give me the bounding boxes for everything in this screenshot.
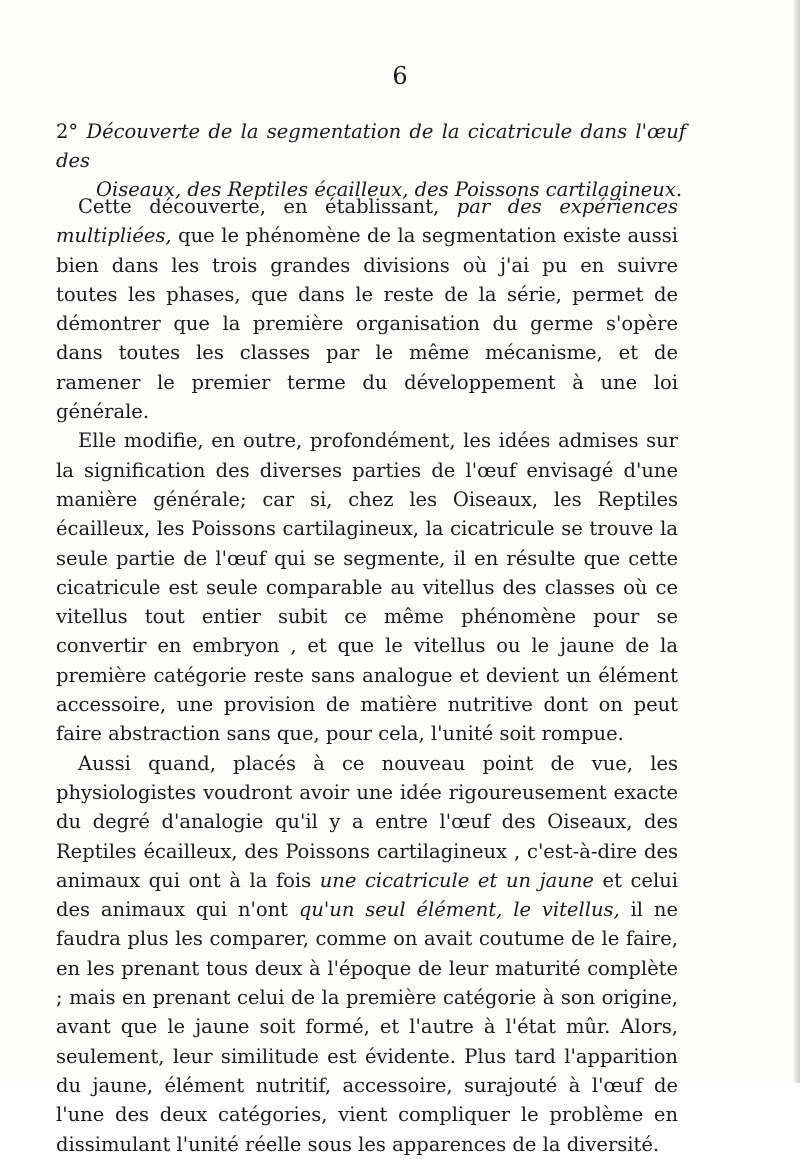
paragraph-3-emphasis-1: une cicatricule et un jaune xyxy=(319,868,594,892)
heading-line-1 xyxy=(56,117,686,175)
paragraph-3 xyxy=(56,749,678,1159)
page-number: 6 xyxy=(392,62,408,90)
paragraph-1-text-b: que le phénomène de la segmentation existe aussi bien dans les trois grandes divisions où j'ai pu en suivre toutes les phases, que dans le reste de la série, permet de démontrer que la première organisation du germe s'opère dans toutes les classes par le même mécanisme, et de ramener le premier terme du développement à une loi générale. xyxy=(56,224,678,424)
paragraph-1-text-a: Cette découverte, en établissant, xyxy=(78,195,457,218)
paragraph-2: Elle modifie, en outre, profondément, les idées admises sur la signification des diverses parties de l'œuf envisagé d'une manière générale; car si, chez les Oiseaux, les Reptiles écailleux, les Poissons cartilagineux, la cicatricule se trouve la seule partie de l'œuf qui se segmente, il en résulte que cette cicatricule est seule comparable au vitellus des classes où ce vitellus tout entier subit ce même phénomène pour se convertir en embryon , et que le vitellus ou le jaune de la première catégorie reste sans analogue et devient un élément accessoire, une provision de matière nutritive dont on peut faire abstraction sans que, pour cela, l'unité soit rompue. xyxy=(56,429,678,746)
paragraph-3-text-c: il ne faudra plus les comparer, comme on avait coutume de le faire, en les prenant tous deux à l'époque de leur maturité complète ; mais en prenant celui de la première catégorie à son origine, avant que le jaune soit formé, et l'autre à l'état mûr. Alors, seulement, leur similitude est évidente. Plus tard l'apparition du jaune, élément nutritif, accessoire, surajouté à l'œuf de l'une des deux catégories, vient compliquer le problème en dissimulant l'unité réelle sous les apparences de la diversité. xyxy=(56,898,678,1156)
heading-text-line-2: Oiseaux, des Reptiles écailleux, des Poissons cartilagineux. xyxy=(96,178,683,201)
paragraph-3-text-a: Aussi quand, placés à ce nouveau point de vue, les physiologistes voudront avoir une idée rigoureusement exacte du degré d'analogie qu'il y a entre l'œuf des Oiseaux, des Reptiles écailleux, des Poissons cartilagineux , c'est-à-dire des animaux qui ont à la fois xyxy=(56,751,678,892)
heading-number: 2° xyxy=(56,120,79,143)
paragraph-3-text-b: et celui des animaux qui n'ont xyxy=(56,868,678,922)
page-edge-shadow xyxy=(794,0,800,1083)
paragraph-1-emphasis: par des expériences multipliées, xyxy=(56,195,679,248)
paragraph-1 xyxy=(56,192,678,426)
paragraph-3-emphasis-2: qu'un seul élément, le vitellus, xyxy=(298,898,620,922)
body-text xyxy=(56,192,678,1159)
section-heading xyxy=(56,117,686,204)
heading-text-line-1: Découverte de la segmentation de la cicatricule dans l'œuf des xyxy=(56,120,686,172)
